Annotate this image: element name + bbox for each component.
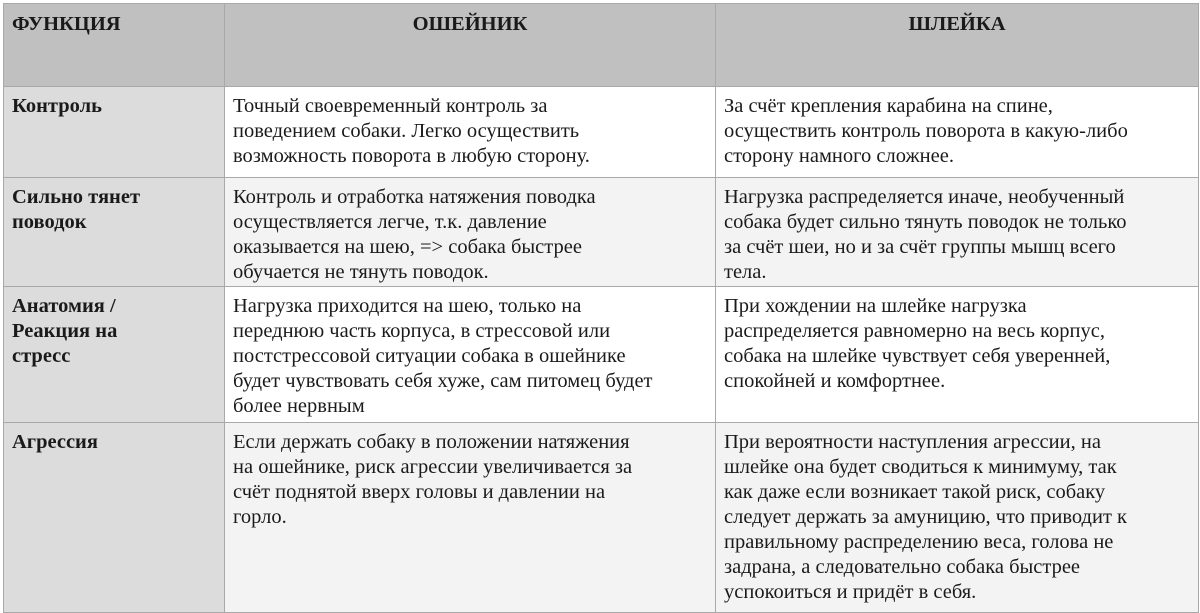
text-line: сторону намного сложнее.: [724, 145, 954, 167]
text-line: осуществляется легче, т.к. давление: [233, 211, 547, 233]
text-line: Нагрузка распределяется иначе, необученный: [724, 186, 1125, 208]
function-cell: [4, 423, 225, 613]
text-line: Реакция на: [12, 320, 118, 342]
text-line: стресс: [12, 345, 71, 367]
text-line: Анатомия /: [12, 295, 116, 317]
collar-cell: [225, 423, 716, 613]
text-line: переднюю часть корпуса, в стрессовой или: [233, 320, 611, 342]
text-line: распределяется равномерно на весь корпус,: [724, 320, 1105, 342]
text-line: Точный своевременный контроль за: [233, 95, 548, 117]
table-row: [4, 423, 1199, 613]
text-line: За счёт крепления карабина на спине,: [724, 95, 1053, 117]
text-line: Контроль: [12, 95, 102, 117]
text-line: будет чувствовать себя хуже, сам питомец будет: [233, 370, 653, 392]
text-line: Сильно тянет: [12, 186, 141, 208]
comparison-table: [3, 3, 1199, 613]
text-line: счёт поднятой вверх головы и давлении на: [233, 481, 606, 503]
text-line: собака будет сильно тянуть поводок не только: [724, 211, 1127, 233]
text-line: спокойней и комфортнее.: [724, 370, 946, 392]
text-line: возможность поворота в любую сторону.: [233, 145, 590, 167]
function-cell: [4, 87, 225, 178]
text-line: как даже если возникает такой риск, собаку: [724, 481, 1106, 503]
header-harness: ШЛЕЙКА: [716, 4, 1199, 87]
collar-cell: [225, 178, 716, 287]
text-line: Контроль и отработка натяжения поводка: [233, 186, 596, 208]
function-cell: [4, 287, 225, 423]
text-line: поводок: [12, 211, 87, 233]
function-cell: [4, 178, 225, 287]
text-line: обучается не тянуть поводок.: [233, 261, 489, 283]
text-line: Если держать собаку в положении натяжения: [233, 431, 630, 453]
text-line: Агрессия: [12, 431, 98, 453]
text-line: горло.: [233, 506, 287, 528]
text-line: шлейке она будет сводиться к минимуму, так: [724, 456, 1117, 478]
text-line: за счёт шеи, но и за счёт группы мышц всего: [724, 236, 1116, 258]
header-function: ФУНКЦИЯ: [4, 4, 225, 87]
text-line: постстрессовой ситуации собака в ошейнике: [233, 345, 626, 367]
text-line: следует держать за амуницию, что приводит к: [724, 506, 1127, 528]
header-row: [4, 4, 1199, 87]
text-line: тела.: [724, 261, 767, 283]
text-line: собака на шлейке чувствует себя уверенней,: [724, 345, 1111, 367]
text-line: правильному распределению веса, голова не: [724, 531, 1114, 553]
harness-cell: [716, 423, 1199, 613]
text-line: При хождении на шлейке нагрузка: [724, 295, 1027, 317]
table-row: [4, 87, 1199, 178]
header-collar: ОШЕЙНИК: [225, 4, 716, 87]
text-line: оказывается на шею, => собака быстрее: [233, 236, 582, 258]
text-line: Нагрузка приходится на шею, только на: [233, 295, 582, 317]
text-line: более нервным: [233, 395, 365, 417]
text-line: осуществить контроль поворота в какую-либо: [724, 120, 1128, 142]
text-line: При вероятности наступления агрессии, на: [724, 431, 1101, 453]
harness-cell: [716, 178, 1199, 287]
table-row: [4, 287, 1199, 423]
text-line: на ошейнике, риск агрессии увеличивается за: [233, 456, 633, 478]
collar-cell: [225, 287, 716, 423]
text-line: успокоиться и придёт в себя.: [724, 581, 977, 603]
text-line: задрана, а следовательно собака быстрее: [724, 556, 1081, 578]
harness-cell: [716, 287, 1199, 423]
collar-cell: [225, 87, 716, 178]
table-row: [4, 178, 1199, 287]
harness-cell: [716, 87, 1199, 178]
text-line: поведением собаки. Легко осуществить: [233, 120, 580, 142]
